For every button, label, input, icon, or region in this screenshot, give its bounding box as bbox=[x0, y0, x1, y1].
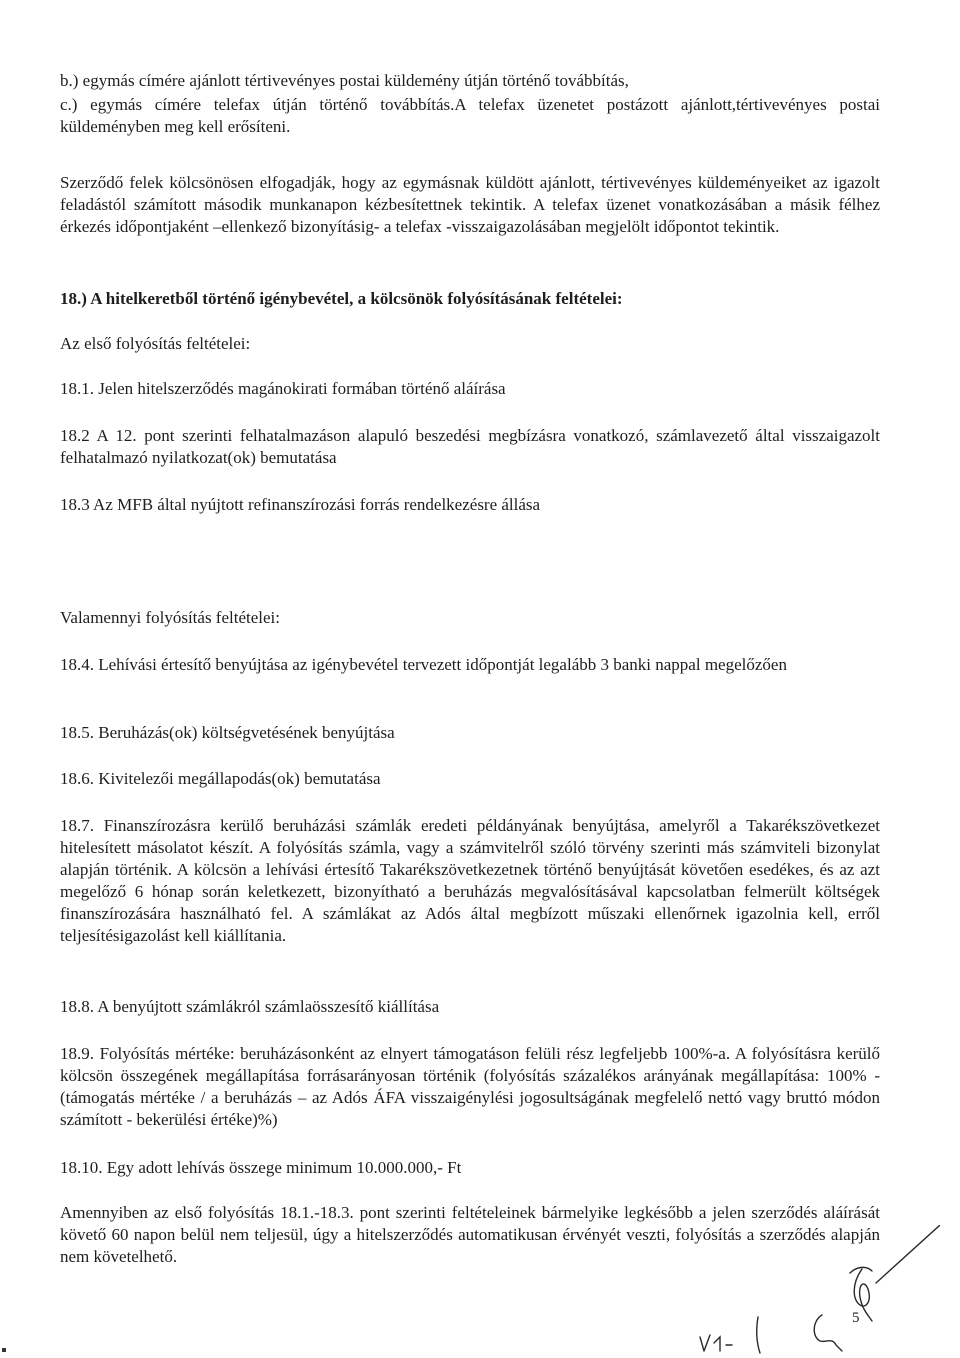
item-18-9: 18.9. Folyósítás mértéke: beruházásonként az elnyert támogatáson felüli rész legfeljebb 100%-a. A folyósításra kerülő kölcsön összegének megállapítása forrásarányosan történik (folyósítás százalékos arányának megállapítása: 100% - (támogatás mértéke / a beruházás – az Adós ÁFA visszaigénylési jogosultságának megfelelő nettó vagy bruttó módon számított - bekerülési értéke)%) bbox=[60, 1044, 880, 1129]
item-18-6: 18.6. Kivitelezői megállapodás(ok) bemutatása bbox=[60, 769, 381, 788]
handwritten-signature bbox=[640, 1225, 940, 1355]
item-18-10: 18.10. Egy adott lehívás összege minimum 10.000.000,- Ft bbox=[60, 1158, 462, 1177]
section-heading-18: 18.) A hitelkeretből történő igénybevétel, a kölcsönök folyósításának feltételei: bbox=[60, 289, 623, 308]
paragraph-closing: Amennyiben az első folyósítás 18.1.-18.3. pont szerinti feltételeinek bármelyike legkésőbb a jelen szerződés aláírását követő 60 napon belül nem teljesül, úgy a hitelszerződés automatikusan érvényét veszti, folyósítás a szerződés alapján nem követelhető. bbox=[60, 1203, 880, 1266]
item-18-2: 18.2 A 12. pont szerinti felhatalmazáson alapuló beszedési megbízásra vonatkozó, számlavezető által visszaigazolt felhatalmazó nyilatkozat(ok) bemutatása bbox=[60, 426, 880, 467]
subheading-first-disbursement: Az első folyósítás feltételei: bbox=[60, 334, 251, 353]
scan-speck bbox=[2, 1348, 6, 1352]
subheading-all-disbursements: Valamennyi folyósítás feltételei: bbox=[60, 608, 280, 627]
item-18-4: 18.4. Lehívási értesítő benyújtása az igénybevétel tervezett időpontját legalább 3 banki nappal megelőzően bbox=[60, 655, 787, 674]
item-18-7: 18.7. Finanszírozásra kerülő beruházási számlák eredeti példányának benyújtása, amelyről a Takarékszövetkezet hitelesített másolatot készít. A folyósítás számla, vagy a számvitelről szóló törvény szerinti más számviteli bizonylat alapján történik. A kölcsön a lehívási értesítő Takarékszövetkezetnek történő benyújtását követően esedékes, és az azt megelőző 6 hónap során keletkezett, bizonyítható a beruházás megvalósításával kapcsolatban felmerült költségek finanszírozására használható fel. A számlákat az Adós által megbízott műszaki ellenőrnek igazolnia kell, erről teljesítésigazolást kell kiállítania. bbox=[60, 816, 880, 945]
item-18-1: 18.1. Jelen hitelszerződés magánokirati formában történő aláírása bbox=[60, 379, 506, 398]
item-18-8: 18.8. A benyújtott számlákról számlaösszesítő kiállítása bbox=[60, 997, 440, 1016]
item-18-5: 18.5. Beruházás(ok) költségvetésének benyújtása bbox=[60, 723, 395, 742]
paragraph-delivery-terms: Szerződő felek kölcsönösen elfogadják, hogy az egymásnak küldött ajánlott, tértivevényes küldeményeiket az igazolt feladástól számított második munkanapon kézbesítettnek tekintik. A telefax üzenet vonatkozásában a másik félhez érkezés időpontjaként –ellenkező bizonyításig- a telefax -visszaigazolásában megjelölt időpontot tekintik. bbox=[60, 173, 880, 236]
list-item-c: c.) egymás címére telefax útján történő továbbítás.A telefax üzenetet postázott ajánlott,tértivevényes postai küldeményben meg kell erősíteni. bbox=[60, 95, 880, 136]
page-number: 5 bbox=[852, 1310, 860, 1326]
list-item-b: b.) egymás címére ajánlott tértivevényes postai küldemény útján történő továbbítás, bbox=[60, 71, 629, 90]
item-18-3: 18.3 Az MFB által nyújtott refinanszírozási forrás rendelkezésre állása bbox=[60, 495, 541, 514]
